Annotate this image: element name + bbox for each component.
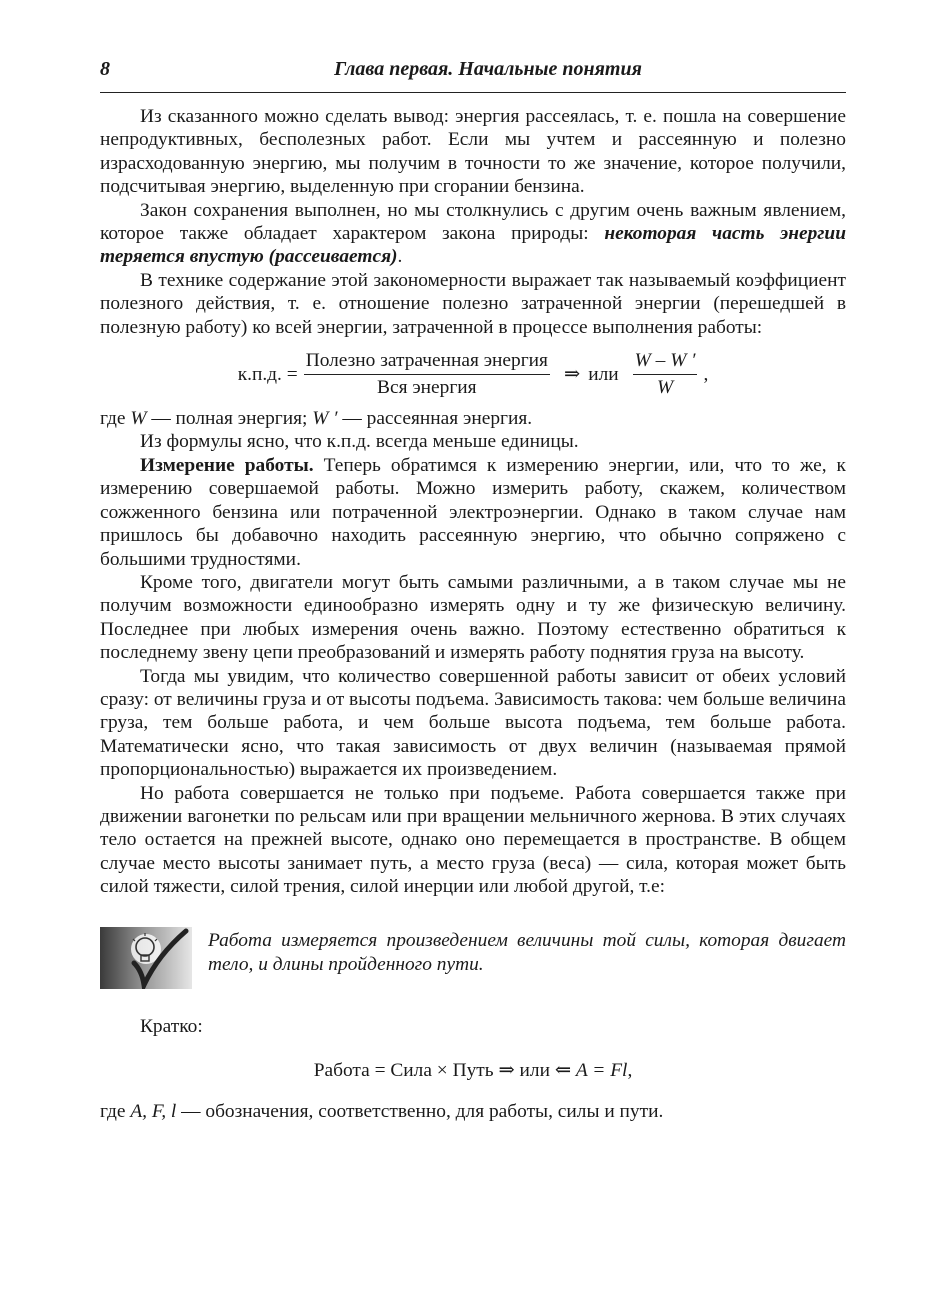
paragraph-5: Из формулы ясно, что к.п.д. всегда меньше единицы. xyxy=(140,431,579,453)
paragraph-3: В технике содержание этой закономерности выражает так называемый коэффициент полезного действия, т. е. отношение полезно затраченной энергии (перешедшей в полезную работу) ко всей энергии, затраченной в процессе выполнения работы: xyxy=(100,269,846,338)
emphasized-phrase: некоторая часть энергии теряется впустую (рассеивается) xyxy=(100,223,846,268)
fraction-symbols xyxy=(633,350,698,399)
body-text-3 xyxy=(100,1100,846,1123)
fraction-numerator: Полезно затраченная энергия xyxy=(304,350,550,375)
fraction-denominator: Вся энергия xyxy=(377,377,477,399)
paragraph-4: где W — полная энергия; W ′ — рассеянная энергия. xyxy=(100,408,533,430)
book-page xyxy=(100,58,846,1123)
implies-arrow: ⇒ xyxy=(563,363,581,385)
paragraph-2: Закон сохранения выполнен, но мы столкнулись с другим очень важным явлением, которое также обладает характером закона природы: некоторая часть энергии теряется впустую (рассеивается). xyxy=(100,199,846,268)
key-note xyxy=(100,927,846,989)
fraction-denominator-symbolic: W xyxy=(656,377,674,399)
efficiency-formula xyxy=(100,350,846,399)
body-text-2 xyxy=(100,1015,846,1038)
running-header xyxy=(100,58,846,93)
paragraph-9: Но работа совершается не только при подъеме. Работа совершается также при движении вагонетки по рельсам или при вращении мельничного жернова. В этих случаях тело остается на прежней высоте, однако оно перемещается в пространстве. В общем случае место высоты занимает путь, а место груза (веса) — сила, которая может быть силой тяжести, силой трения, силой инерции или любой другой, т.е: xyxy=(100,782,846,898)
formula-lhs: к.п.д. = xyxy=(237,363,298,385)
page-number: 8 xyxy=(100,58,110,80)
paragraph-1: Из сказанного можно сделать вывод: энергия рассеялась, т. е. пошла на совершение непродуктивных, бесполезных работ. Если мы учтем и рассеянную и полезно израсходованную энергию, мы получим в точности то же значение, которое получили, подсчитывая энергию, выделенную при сгорании бензина. xyxy=(100,106,846,198)
kratko-label: Кратко: xyxy=(140,1015,203,1037)
paragraph-10: где A, F, l — обозначения, соответственно, для работы, силы и пути. xyxy=(100,1101,664,1122)
note-text: Работа измеряется произведением величины той силы, которая двигает тело, и длины пройденного пути. xyxy=(208,929,846,975)
chapter-title: Глава первая. Начальные понятия xyxy=(334,58,642,80)
lightbulb-check-icon xyxy=(100,927,192,989)
body-text xyxy=(100,105,846,899)
paragraph-8: Тогда мы увидим, что количество совершенной работы зависит от обеих условий сразу: от величины груза и от высоты подъема. Зависимость такова: чем больше величина груза, тем больше работа, и чем больше высота подъема, тем больше работа. Математически ясно, что такая зависимость от двух величин (называемая прямой пропорциональностью) выражается их произведением. xyxy=(100,665,846,781)
or-word: или xyxy=(588,363,619,385)
paragraph-6: Измерение работы. Теперь обратимся к измерению энергии, или, что то же, к измерению совершаемой работы. Можно измерить работу, скажем, количеством сожженного бензина или потраченной электроэнергии. Однако в таком случае нам пришлось бы добавочно находить рассеянную энергию, что обычно сопряжено с большими трудностями. xyxy=(100,454,846,570)
section-heading: Измерение работы. xyxy=(140,454,314,476)
work-formula: Работа = Сила × Путь ⇒ или ⇐ A = Fl, xyxy=(313,1060,633,1081)
paragraph-7: Кроме того, двигатели могут быть самыми различными, а в таком случае мы не получим возможности единообразно измерять одну и ту же физическую величину. Последнее при любых измерения очень важно. Поэтому естественно обратиться к последнему звену цепи преобразований и измерять работу поднятия груза на высоту. xyxy=(100,571,846,664)
formula-comma: , xyxy=(703,363,709,385)
fraction-words xyxy=(304,350,550,399)
fraction-numerator-symbolic: W – W ′ xyxy=(633,350,698,375)
